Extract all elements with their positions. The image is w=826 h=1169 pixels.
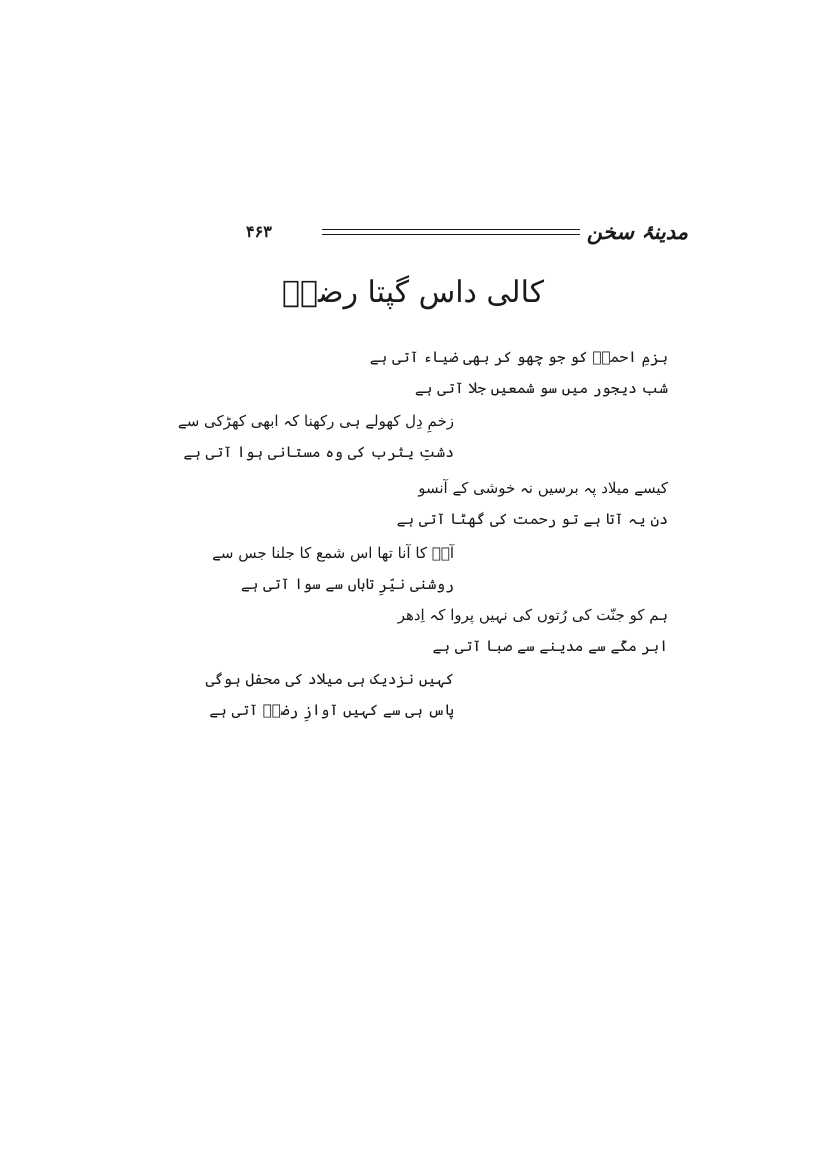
verse-line: پاس ہی سے کہیں آوازِ رضاؔ آتی ہے: [209, 701, 454, 719]
stanza-2: [178, 406, 454, 468]
stanza-4: [212, 538, 454, 600]
stanza-1: [370, 342, 668, 404]
verse-line: شب دیجور میں سو شمعیں جلا آتی ہے: [414, 379, 668, 397]
poem-title: کالی داس گپتا رضاؔ: [282, 275, 544, 310]
stanza-6: [206, 664, 454, 726]
verse-line: زخمِ دِل کھولے ہی رکھنا کہ ابھی کھڑکی سے: [177, 412, 454, 430]
verse-line: کیسے میلاد پہ برسیں نہ خوشی کے آنسو: [418, 479, 668, 497]
stanza-5: [398, 600, 668, 662]
verse-line: کہیں نزدیک ہی میلاد کی محفل ہوگی: [205, 670, 454, 688]
header-double-rule: [322, 229, 580, 235]
verse-line: بزمِ احمدؐ کو جو چھو کر بھی ضیاء آتی ہے: [369, 348, 668, 366]
book-title: مدینۂ سخن: [586, 219, 688, 244]
verse-line: روشنی نیّرِ تاباں سے سوا آتی ہے: [240, 575, 454, 593]
verse-line: آپؐ کا آنا تھا اس شمع کا جلنا جس سے: [212, 544, 454, 562]
stanza-3: [397, 473, 668, 535]
page-header: [0, 218, 826, 248]
verse-line: دن یہ آتا ہے تو رحمت کی گھٹا آتی ہے: [396, 510, 668, 528]
verse-line: ہم کو جنّت کی رُتوں کی نہیں پروا کہ اِدھر: [397, 606, 668, 624]
verse-line: ابر مکّے سے مدینے سے صبا آتی ہے: [432, 637, 668, 655]
verse-line: دشتِ یثرب کی وہ مستانی ہوا آتی ہے: [183, 443, 454, 461]
page-number: ۴۶۳: [246, 222, 272, 241]
